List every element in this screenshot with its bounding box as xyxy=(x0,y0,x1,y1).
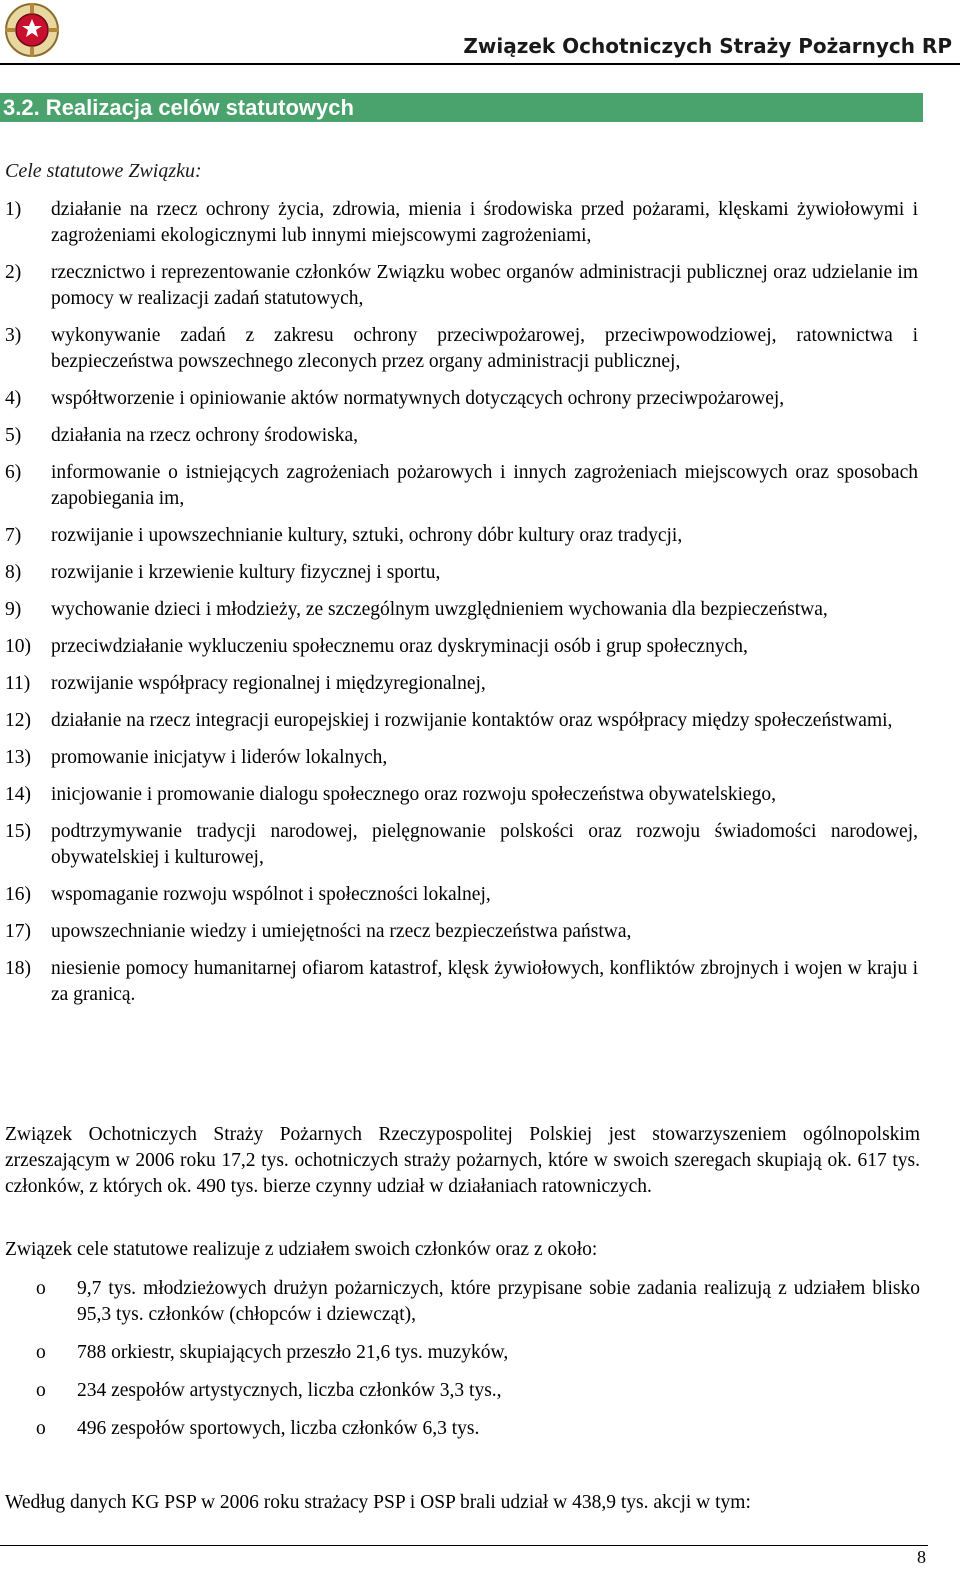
goal-number: 13) xyxy=(5,747,31,768)
goal-text: działanie na rzecz integracji europejskiej i rozwijanie kontaktów oraz współpracy między społeczeństwami, xyxy=(51,710,893,731)
goal-item xyxy=(5,460,918,512)
goal-number: 14) xyxy=(5,784,31,805)
goal-number: 18) xyxy=(5,958,31,979)
goal-number: 16) xyxy=(5,884,31,905)
goal-text: działanie na rzecz ochrony życia, zdrowia, mienia i środowiska przed pożarami, klęskami żywiołowymi i zagrożeniami ekologicznymi lub innymi miejscowymi zagrożeniami, xyxy=(51,199,918,246)
goal-text: podtrzymywanie tradycji narodowej, pielęgnowanie polskości oraz rozwoju świadomości narodowej, obywatelskiej i kulturowej, xyxy=(51,821,918,868)
affiliated-groups-list xyxy=(36,1276,920,1454)
goal-number: 12) xyxy=(5,710,31,731)
goal-number: 5) xyxy=(5,425,22,446)
goal-text: rozwijanie współpracy regionalnej i międzyregionalnej, xyxy=(51,673,486,694)
goal-number: 17) xyxy=(5,921,31,942)
osp-emblem-icon xyxy=(4,2,60,58)
goal-number: 15) xyxy=(5,821,31,842)
goal-number: 3) xyxy=(5,325,22,346)
goal-text: wykonywanie zadań z zakresu ochrony przeciwpożarowej, przeciwpowodziowej, ratownictwa i bezpieczeństwa powszechnego zleconych przez organy administracji publicznej, xyxy=(51,325,918,372)
goals-realization-paragraph: Związek cele statutowe realizuje z udziałem swoich członków oraz z około: xyxy=(5,1239,598,1260)
bullet-marker: o xyxy=(36,1380,46,1401)
goal-item xyxy=(5,956,918,1008)
goal-text: współtworzenie i opiniowanie aktów normatywnych dotyczących ochrony przeciwpożarowej, xyxy=(51,388,785,409)
goal-text: przeciwdziałanie wykluczeniu społecznemu oraz dyskryminacji osób i grup społecznych, xyxy=(51,636,748,657)
goal-text: niesienie pomocy humanitarnej ofiarom katastrof, klęsk żywiołowych, konfliktów zbrojnych i wojen w kraju i za granicą. xyxy=(51,958,918,1005)
goal-item xyxy=(5,523,918,549)
goal-number: 10) xyxy=(5,636,31,657)
goal-item xyxy=(5,882,918,908)
goal-text: promowanie inicjatyw i liderów lokalnych, xyxy=(51,747,388,768)
goal-item xyxy=(5,634,918,660)
page-number: 8 xyxy=(917,1547,926,1567)
goal-number: 4) xyxy=(5,388,22,409)
goal-number: 2) xyxy=(5,262,22,283)
section-heading-bar xyxy=(0,93,923,122)
goal-text: upowszechnianie wiedzy i umiejętności na rzecz bezpieczeństwa państwa, xyxy=(51,921,632,942)
goal-item xyxy=(5,560,918,586)
goal-item xyxy=(5,386,918,412)
goal-item xyxy=(5,745,918,771)
bullet-text: 496 zespołów sportowych, liczba członków 6,3 tys. xyxy=(77,1418,480,1439)
bullet-text: 9,7 tys. młodzieżowych drużyn pożarniczych, które przypisane sobie zadania realizują z udziałem blisko 95,3 tys. członków (chłopców i dziewcząt), xyxy=(77,1278,920,1325)
list-item xyxy=(36,1378,920,1404)
goal-text: wspomaganie rozwoju wspólnot i społeczności lokalnej, xyxy=(51,884,491,905)
goal-number: 11) xyxy=(5,673,31,694)
goal-text: rozwijanie i upowszechnianie kultury, sztuki, ochrony dóbr kultury oraz tradycji, xyxy=(51,525,683,546)
goal-number: 1) xyxy=(5,199,22,220)
goal-text: rozwijanie i krzewienie kultury fizycznej i sportu, xyxy=(51,562,441,583)
goal-number: 9) xyxy=(5,599,22,620)
goal-item xyxy=(5,782,918,808)
header-divider xyxy=(0,63,960,65)
goal-item xyxy=(5,819,918,871)
list-item xyxy=(36,1340,920,1366)
bullet-text: 234 zespołów artystycznych, liczba członków 3,3 tys., xyxy=(77,1380,502,1401)
goal-item xyxy=(5,423,918,449)
bullet-marker: o xyxy=(36,1418,46,1439)
organization-name: Związek Ochotniczych Straży Pożarnych RP xyxy=(463,34,952,58)
section-title: 3.2. Realizacja celów statutowych xyxy=(3,95,354,120)
statutory-goals-list xyxy=(5,197,918,1019)
statistics-intro-paragraph: Według danych KG PSP w 2006 roku strażacy PSP i OSP brali udział w 438,9 tys. akcji w tym: xyxy=(5,1492,751,1513)
list-item xyxy=(36,1416,920,1442)
goal-number: 6) xyxy=(5,462,22,483)
goal-text: wychowanie dzieci i młodzieży, ze szczególnym uwzględnieniem wychowania dla bezpieczeństwa, xyxy=(51,599,828,620)
goal-text: działania na rzecz ochrony środowiska, xyxy=(51,425,358,446)
bullet-text: 788 orkiestr, skupiających przeszło 21,6 tys. muzyków, xyxy=(77,1342,509,1363)
bullet-marker: o xyxy=(36,1278,46,1299)
organization-description-paragraph: Związek Ochotniczych Straży Pożarnych Rzeczypospolitej Polskiej jest stowarzyszeniem ogólnopolskim zrzeszającym w 2006 roku 17,2 tys. ochotniczych straży pożarnych, które w swoich szeregach skupiają ok. 617 tys. członków, z których ok. 490 tys. bierze czynny udział w działaniach ratowniczych. xyxy=(5,1124,920,1197)
goal-item xyxy=(5,671,918,697)
list-item xyxy=(36,1276,920,1328)
goal-text: rzecznictwo i reprezentowanie członków Związku wobec organów administracji publicznej oraz udzielanie im pomocy w realizacji zadań statutowych, xyxy=(51,262,918,309)
goal-item xyxy=(5,919,918,945)
goal-text: inicjowanie i promowanie dialogu społecznego oraz rozwoju społeczeństwa obywatelskiego, xyxy=(51,784,777,805)
goal-item xyxy=(5,323,918,375)
goal-item xyxy=(5,708,918,734)
page-header xyxy=(0,0,960,66)
goal-item xyxy=(5,260,918,312)
goals-intro-label: Cele statutowe Związku: xyxy=(5,160,202,182)
goal-item xyxy=(5,597,918,623)
goal-text: informowanie o istniejących zagrożeniach pożarowych i innych zagrożeniach miejscowych oraz sposobach zapobiegania im, xyxy=(51,462,918,509)
goal-number: 7) xyxy=(5,525,22,546)
bullet-marker: o xyxy=(36,1342,46,1363)
goal-number: 8) xyxy=(5,562,22,583)
goal-item xyxy=(5,197,918,249)
footer-divider xyxy=(0,1545,928,1546)
